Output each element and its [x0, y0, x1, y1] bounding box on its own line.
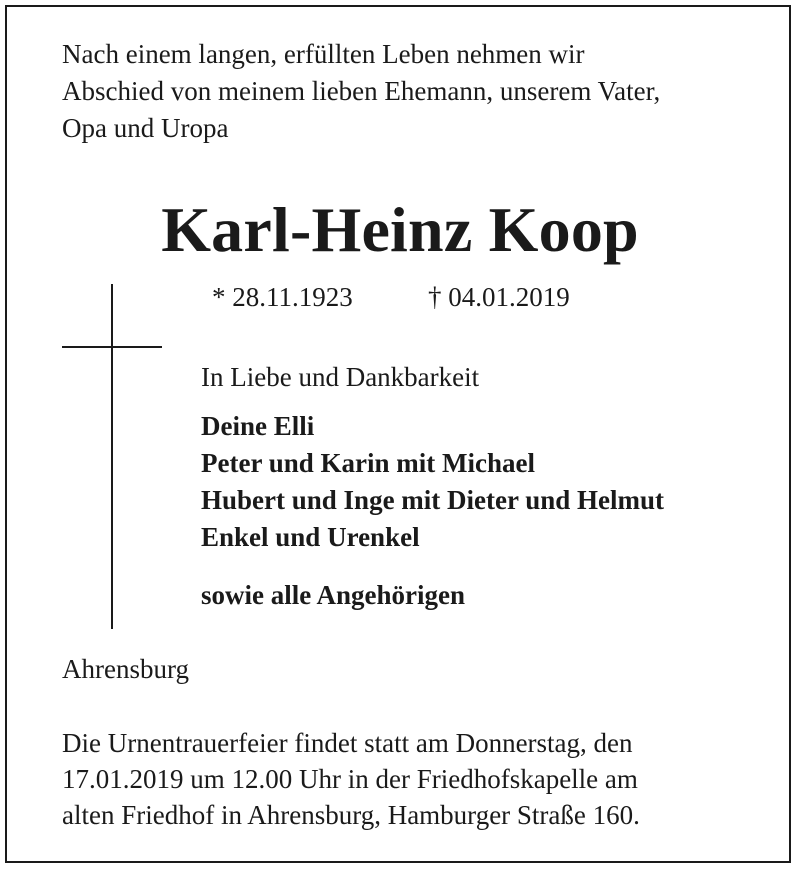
family-member: Peter und Karin mit Michael: [201, 448, 535, 478]
ceremony-line-2: 17.01.2019 um 12.00 Uhr in der Friedhofskapelle am: [62, 764, 638, 794]
ceremony-text: [62, 725, 640, 833]
cross-vertical-bar: [111, 284, 113, 629]
family-member: Deine Elli: [201, 411, 315, 441]
intro-text: [62, 36, 660, 147]
relatives-line: sowie alle Angehörigen: [201, 580, 465, 610]
love-line: In Liebe und Dankbarkeit: [201, 362, 480, 392]
family-member: Hubert und Inge mit Dieter und Helmut: [201, 485, 665, 515]
intro-line-1: Nach einem langen, erfüllten Leben nehmen wir: [62, 39, 585, 69]
intro-line-3: Opa und Uropa: [62, 113, 229, 143]
cross-horizontal-bar: [62, 346, 162, 348]
place-name: Ahrensburg: [62, 654, 189, 684]
ceremony-line-1: Die Urnentrauerfeier findet statt am Donnerstag, den: [62, 728, 633, 758]
deceased-name: Karl-Heinz Koop: [161, 194, 639, 265]
intro-line-2: Abschied von meinem lieben Ehemann, unserem Vater,: [62, 76, 661, 106]
family-member: Enkel und Urenkel: [201, 522, 420, 552]
ceremony-line-3: alten Friedhof in Ahrensburg, Hamburger Straße 160.: [62, 800, 640, 830]
birth-date: * 28.11.1923: [212, 282, 353, 312]
family-list: [201, 408, 664, 556]
death-date: † 04.01.2019: [428, 282, 570, 312]
